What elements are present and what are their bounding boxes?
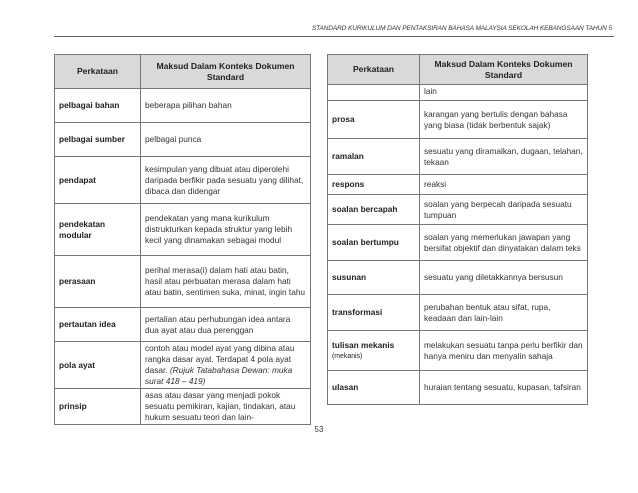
term-cell: soalan bertumpu (328, 225, 420, 261)
reference-note: (Rujuk Tatabahasa Dewan: muka surat 418 – 419) (145, 365, 293, 386)
term-cell: pelbagai bahan (55, 89, 141, 123)
table-row (55, 89, 311, 123)
table-row (55, 256, 311, 308)
table-row (328, 85, 588, 101)
table-row (328, 371, 588, 405)
table-row (55, 342, 311, 389)
page-number: 53 (314, 425, 324, 434)
column-header-term: Perkataan (328, 55, 420, 85)
term-cell: ulasan (328, 371, 420, 405)
term-cell: susunan (328, 261, 420, 295)
table-row (55, 308, 311, 342)
meaning-cell: soalan yang berpecah daripada sesuatu tumpuan (420, 195, 588, 225)
term-cell: pendapat (55, 157, 141, 204)
table-row (328, 101, 588, 139)
term-text: tulisan mekanis (332, 339, 395, 350)
term-cell: pelbagai sumber (55, 123, 141, 157)
term-cell: prosa (328, 101, 420, 139)
meaning-cell: reaksi (420, 175, 588, 195)
table-row (328, 331, 588, 371)
table-row (328, 225, 588, 261)
table-row (55, 157, 311, 204)
meaning-text: contoh atau model ayat yang dibina atau rangka dasar ayat. Terdapat 4 pola ayat dasar. (145, 343, 295, 375)
table-row (55, 123, 311, 157)
term-note: (mekanis) (332, 352, 363, 360)
glossary-table-right (327, 54, 588, 405)
meaning-cell: kesimpulan yang dibuat atau diperolehi daripada berfikir pada sesuatu yang dilihat, dibaca dan didengar (141, 157, 311, 204)
meaning-cell: melakukan sesuatu tanpa perlu berfikir dan hanya meniru dan menyalin sahaja (420, 331, 588, 371)
term-cell (328, 331, 420, 371)
term-cell (328, 85, 420, 101)
meaning-cell: soalan yang memerlukan jawapan yang bersifat objektif dan dinyatakan dalam teks (420, 225, 588, 261)
column-header-meaning: Maksud Dalam Konteks Dokumen Standard (420, 55, 588, 85)
term-cell: prinsip (55, 389, 141, 425)
meaning-cell: beberapa pilihan bahan (141, 89, 311, 123)
meaning-cell: asas atau dasar yang menjadi pokok sesuatu pemikiran, kajian, tindakan, atau hukum sesuatu teori dan lain- (141, 389, 311, 425)
meaning-cell: perubahan bentuk atau sifat, rupa, keadaan dan lain-lain (420, 295, 588, 331)
table-row (55, 204, 311, 256)
column-header-term: Perkataan (55, 55, 141, 89)
term-cell: respons (328, 175, 420, 195)
meaning-cell: karangan yang bertulis dengan bahasa yang biasa (tidak berbentuk sajak) (420, 101, 588, 139)
meaning-cell: pelbagai punca (141, 123, 311, 157)
table-row (328, 295, 588, 331)
header-rule (54, 36, 614, 37)
meaning-cell: perihal merasa(i) dalam hati atau batin, hasil atau perbuatan merasa dalam hati atau batin, sentimen suka, minat, ingin tahu (141, 256, 311, 308)
table-row (328, 261, 588, 295)
table-row (328, 195, 588, 225)
term-cell: pertautan idea (55, 308, 141, 342)
column-header-meaning: Maksud Dalam Konteks Dokumen Standard (141, 55, 311, 89)
meaning-cell (141, 342, 311, 389)
table-row (55, 389, 311, 425)
term-cell: pendekatan modular (55, 204, 141, 256)
meaning-cell: lain (420, 85, 588, 101)
meaning-cell: pertalian atau perhubungan idea antara dua ayat atau dua perenggan (141, 308, 311, 342)
table-row (328, 139, 588, 175)
glossary-table-left (54, 54, 311, 425)
term-cell: soalan bercapah (328, 195, 420, 225)
meaning-cell: sesuatu yang diramalkan, dugaan, telahan, tekaan (420, 139, 588, 175)
term-cell: ramalan (328, 139, 420, 175)
term-cell: perasaan (55, 256, 141, 308)
term-cell: transformasi (328, 295, 420, 331)
meaning-cell: pendekatan yang mana kurikulum distrukturkan kepada struktur yang lebih kecil yang dinamakan sebagai modul (141, 204, 311, 256)
table-row (328, 175, 588, 195)
meaning-cell: huraian tentang sesuatu, kupasan, tafsiran (420, 371, 588, 405)
meaning-cell: sesuatu yang diletakkannya bersusun (420, 261, 588, 295)
term-cell: pola ayat (55, 342, 141, 389)
running-header: STANDARD KURIKULUM DAN PENTAKSIRAN BAHASA MALAYSIA SEKOLAH KEBANGSAAN TAHUN 5 (311, 25, 612, 32)
